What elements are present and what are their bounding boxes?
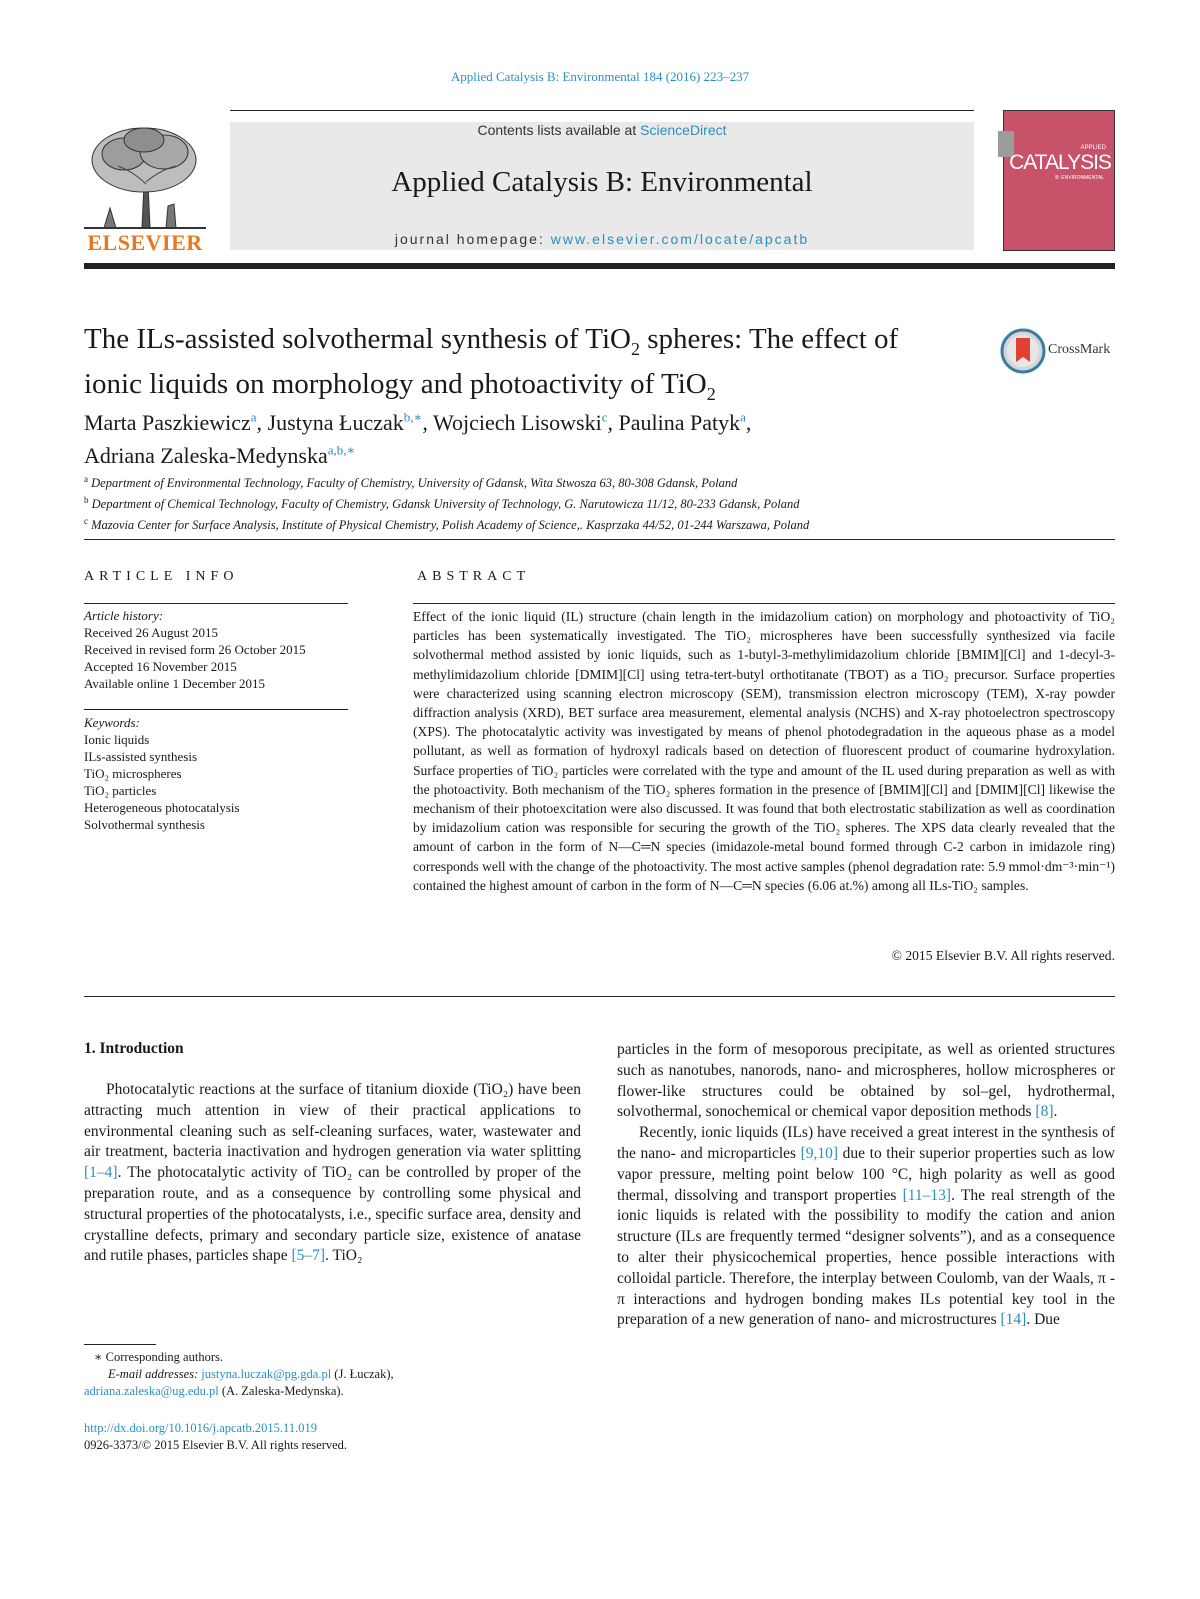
cover-catalysis-text: CATALYSIS (1009, 151, 1111, 174)
cover-applied-text: APPLIED (1080, 145, 1106, 151)
introduction-right-column (617, 1040, 1115, 1331)
affiliation-list (84, 471, 1114, 534)
author-list (84, 404, 1084, 469)
keyword-item: ILs-assisted synthesis (84, 749, 198, 764)
email-link[interactable]: adriana.zaleska@ug.edu.pl (84, 1384, 219, 1398)
journal-cover-thumbnail[interactable] (1003, 110, 1115, 251)
reference-link[interactable]: [14] (1000, 1311, 1027, 1329)
history-item: Accepted 16 November 2015 (84, 659, 237, 674)
history-item: Available online 1 December 2015 (84, 676, 265, 691)
affiliation: $^c$ Mazovia Center for Surface Analysis, Institute of Physical Chemistry, Polish Academy of Science,. Kasprzaka 44/52, 01-244 Warszawa, Poland (84, 516, 810, 533)
abstract-copyright: © 2015 Elsevier B.V. All rights reserved. (891, 948, 1115, 963)
keyword-item: Solvothermal synthesis (84, 817, 205, 832)
article-info-heading: ARTICLE INFO (84, 569, 239, 584)
contents-line (230, 122, 974, 138)
doi-link[interactable]: http://dx.doi.org/10.1016/j.apcatb.2015.11.019 (84, 1421, 317, 1435)
journal-title: Applied Catalysis B: Environmental (391, 166, 813, 198)
corresponding-note: ∗ Corresponding authors. (94, 1350, 223, 1364)
reference-link[interactable]: [9,10] (800, 1144, 839, 1162)
info-rule (84, 709, 348, 710)
affiliation: $^a$ Department of Environmental Technology, Faculty of Chemistry, University of Gdansk, Wita Stwosza 63, 80-308 Gdansk, Poland (84, 474, 738, 491)
issn-copyright: 0926-3373/© 2015 Elsevier B.V. All rights reserved. (84, 1438, 348, 1452)
author-affil-marker[interactable]: a,b,∗ (327, 442, 356, 458)
section-rule (84, 996, 1115, 997)
author: Marta Paszkiewicz$^a$, (84, 410, 268, 436)
reference-link[interactable]: [8] (1035, 1103, 1054, 1121)
info-rule (84, 603, 348, 604)
reference-link[interactable]: [1–4] (84, 1164, 118, 1182)
author-affil-marker[interactable]: c (601, 410, 608, 425)
reference-link[interactable]: [11–13] (902, 1186, 952, 1204)
author-affil-marker[interactable]: a (250, 410, 257, 425)
author-affil-marker[interactable]: b,∗ (403, 410, 423, 425)
keyword-item: TiO₂ particles (84, 783, 157, 798)
contents-prefix: Contents lists available at (477, 122, 641, 138)
crossmark-badge[interactable] (1000, 328, 1118, 374)
crossmark-icon (1000, 328, 1046, 374)
paragraph: Recently, ionic liquids (ILs) have received a great interest in the synthesis of the nano- and microparticles [9,10] due to their superior properties such as low vapor pressure, melting point below 100 °C, high polarity as well as good thermal, dissolving and transport properties [11–13]. The real strength of the ionic liquids is related with the possibility to modify the cation and anion structure (ILs are frequently termed “designer solvents”), and as a consequence to alter their physicochemical properties, hence possible interactions with colloidal particle. Therefore, the interplay between Coulomb, van der Waals, π - π interactions and hydrogen bonding makes ILs potential key tool in the preparation of a new generation of nano- and microstructures [14]. Due (617, 1124, 1116, 1329)
cover-env-text: B: ENVIRONMENTAL (1055, 175, 1104, 181)
history-item: Received in revised form 26 October 2015 (84, 642, 306, 657)
history-item: Received 26 August 2015 (84, 625, 218, 640)
abstract-heading: ABSTRACT (417, 569, 531, 584)
homepage-line (230, 231, 974, 247)
paragraph: particles in the form of mesoporous precipitate, as well as oriented structures such as nanotubes, nanorods, nano- and microspheres, hollow microspheres or flower-like structures could be obtained by sol–gel, hydrothermal, solvothermal, sonochemical or chemical vapor deposition methods [8]. (617, 1041, 1115, 1121)
keyword-item: TiO₂ microspheres (84, 766, 182, 781)
keyword-item: Heterogeneous photocatalysis (84, 800, 240, 815)
author: Adriana Zaleska-Medynska$^{a,b,∗}$ (84, 442, 356, 468)
footnote-rule (84, 1344, 156, 1345)
doi-block (84, 1420, 584, 1454)
sciencedirect-link[interactable]: ScienceDirect (640, 122, 727, 138)
abstract-text: Effect of the ionic liquid (IL) structure (chain length in the imidazolium cation) on morphology and photoactivity of TiO₂ particles has been systematically investigated. The TiO₂ microspheres have been successfully synthesized via facile solvothermal method assisted by ionic liquids, such as 1-butyl-3-methylimidazolium chloride [BMIM][Cl] and 1-decyl-3-methylimidazolium chloride [DMIM][Cl] using tetra-tert-butyl orthotitanate (TBOT) as a TiO₂ precursor. Surface properties were characterized using scanning electron microscopy (SEM), transmission electron microscopy (TEM), X-ray powder diffraction analysis (XRD), BET surface area measurement, elemental analysis (NCHS) and X-ray photoelectron spectroscopy (XPS). The photocatalytic activity was investigated by means of phenol photodegradation in the aqueous phase as a model pollutant, as well as formation of hydroxyl radicals based on detection of fluorescent product of coumarine hydroxylation. Surface properties of TiO₂ particles were correlated with the type and amount of the IL used during preparation as well as with the photoactivity. Both mechanism of the TiO₂ spheres formation in the presence of [BMIM][Cl] and [DMIM][Cl] likewise the mechanism of their photoexcitation were also discussed. It was found that both electrostatic stabilization as well as coordination by imidazolium cation was responsible for securing the growth of the TiO₂ spheres. The XPS data clearly revealed that the amount of carbon in the form of N—C═N species (imidazole-metal bound formed through C-2 carbon in imidazole ring) corresponds well with the change of the photoactivity. The most active samples (phenol degradation rate: 5.9 mmol·dm⁻³·min⁻¹) contained the highest amount of carbon in the form of N—C═N species (6.06 at.%) among all ILs-TiO₂ samples. (413, 609, 1115, 893)
keyword-item: Ionic liquids (84, 732, 150, 747)
paper-title: The ILs-assisted solvothermal synthesis of TiO$_2$ spheres: The effect of ionic liquids on morphology and photoactivity of TiO$_2$ (84, 323, 899, 404)
author: Justyna Łuczak$^{b,∗}$, (267, 410, 433, 436)
article-history (84, 607, 348, 692)
crossmark-label: CrossMark (1048, 342, 1111, 357)
elsevier-wordmark: ELSEVIER (87, 230, 203, 255)
homepage-prefix: journal homepage: (394, 231, 551, 247)
abstract-rule (413, 603, 1115, 604)
email-link[interactable]: justyna.luczak@pg.gda.pl (201, 1367, 332, 1381)
footnotes (84, 1349, 584, 1400)
header-thick-rule (84, 263, 1115, 269)
email-line: adriana.zaleska@ug.edu.pl (A. Zaleska-Medynska). (84, 1384, 344, 1398)
author: Wojciech Lisowski$^c$, (432, 410, 619, 436)
keyword-list (84, 714, 348, 833)
history-label: Article history: (84, 608, 164, 623)
affiliation: $^b$ Department of Chemical Technology, Faculty of Chemistry, Gdansk University of Technology, G. Narutowicza 11/12, 80-233 Gdansk, Poland (84, 495, 800, 512)
author-affil-marker[interactable]: a (740, 410, 746, 425)
introduction-heading: 1. Introduction (84, 1040, 184, 1057)
homepage-link[interactable]: www.elsevier.com/locate/apcatb (550, 231, 810, 247)
header-rule (230, 110, 974, 111)
author: Paulina Patyk$^a$, (618, 410, 752, 436)
keywords-label: Keywords: (84, 715, 140, 730)
section-rule (84, 539, 1115, 540)
reference-link[interactable]: [5–7] (291, 1247, 326, 1265)
introduction-left-column: Photocatalytic reactions at the surface of titanium dioxide (TiO₂) have been attracting much attention in view of their practical applications to environmental cleaning such as self-cleaning surfaces, water, wastewater and air treatment, bacteria inactivation and hydrogen generation via water splitting [1–4]. The photocatalytic activity of TiO₂ can be controlled by proper of the preparation route, and as a consequence by controlling some physical and structural properties of the photocatalysts, i.e., specific surface area, density and crystalline defects, primary and secondary particle size, existence of anatase and rutile phases, particles shape [5–7]. TiO₂ (84, 1081, 581, 1265)
email-line: E-mail addresses: justyna.luczak@pg.gda.pl (J. Łuczak), (108, 1367, 394, 1381)
journal-citation[interactable]: Applied Catalysis B: Environmental 184 (2016) 223–237 (450, 69, 750, 84)
